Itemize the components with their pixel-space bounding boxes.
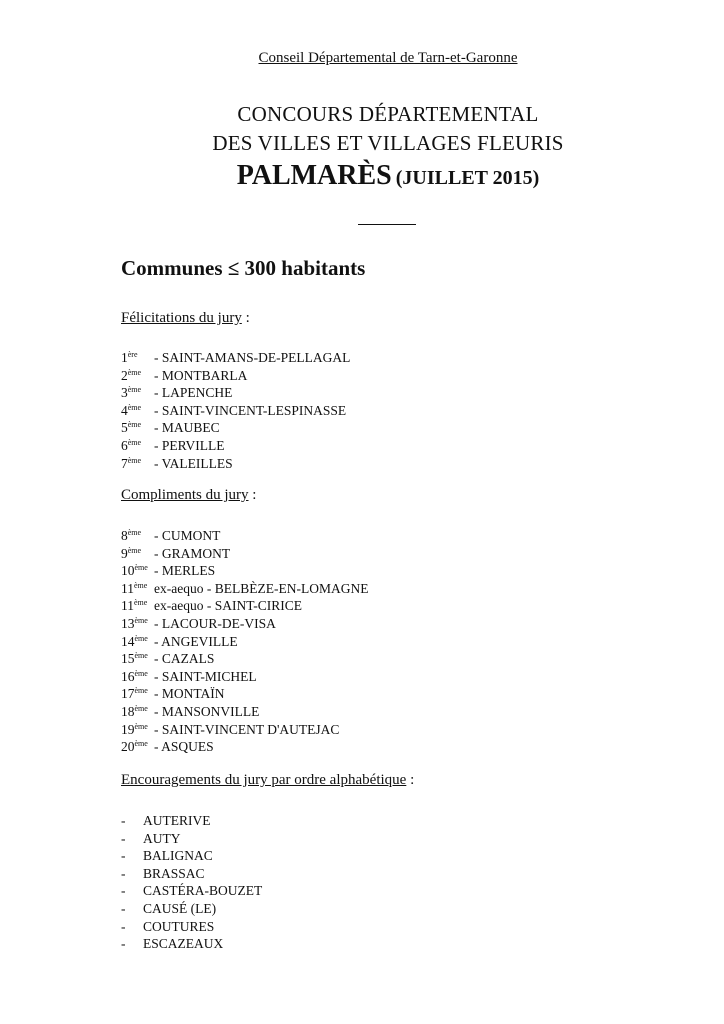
encouragements-label — [121, 772, 414, 789]
rank — [121, 452, 154, 473]
commune-name: - LACOUR-DE-VISA — [154, 615, 276, 631]
list-item — [121, 647, 368, 665]
rank-number: 17 — [121, 686, 135, 702]
compliments-label-suffix: : — [248, 487, 257, 503]
commune-name: ESCAZEAUX — [143, 936, 224, 952]
list-item — [121, 346, 350, 364]
rank-number: 19 — [121, 721, 135, 737]
list-item — [121, 847, 262, 865]
rank-suffix: ème — [127, 455, 142, 465]
rank-number: 13 — [121, 615, 135, 631]
palmares-main: PALMARÈS — [236, 160, 392, 191]
commune-name: - MAUBEC — [154, 420, 220, 436]
felicitations-list — [121, 346, 350, 469]
rank-number: 6 — [121, 437, 128, 453]
commune-name: - SAINT-VINCENT D'AUTEJAC — [154, 721, 340, 737]
list-item — [121, 812, 262, 830]
commune-name: ex-aequo - SAINT-CIRICE — [154, 598, 302, 614]
commune-name: BRASSAC — [143, 865, 205, 881]
list-item — [121, 865, 262, 883]
bullet-dash: - — [121, 830, 126, 846]
list-item — [121, 577, 368, 595]
rank-suffix: ème — [134, 633, 148, 643]
list-item — [121, 900, 262, 918]
commune-name: AUTERIVE — [143, 813, 211, 828]
commune-name: CAUSÉ (LE) — [143, 900, 217, 916]
rank-number: 1 — [121, 350, 128, 365]
rank-number: 14 — [121, 633, 135, 649]
felicitations-label-suffix: : — [241, 310, 250, 326]
rank-number: 3 — [121, 385, 128, 401]
encouragements-label-text: Encouragements du jury par ordre alphabétique — [121, 772, 407, 788]
commune-name: - SAINT-AMANS-DE-PELLAGAL — [154, 350, 351, 365]
list-item — [121, 882, 262, 900]
encouragements-label-suffix: : — [406, 772, 415, 788]
list-item — [121, 542, 368, 560]
rank-suffix: ème — [127, 420, 142, 430]
commune-name: - ASQUES — [154, 739, 214, 755]
encouragements-list — [121, 812, 262, 953]
rank-suffix: ème — [134, 598, 148, 608]
list-item — [121, 718, 368, 736]
commune-name: ex-aequo - BELBÈZE-EN-LOMAGNE — [154, 580, 369, 596]
rank-suffix: ème — [134, 703, 148, 713]
rank-number: 16 — [121, 668, 135, 684]
rank-suffix: ème — [134, 580, 148, 590]
section-heading: Communes ≤ 300 habitants — [121, 256, 366, 280]
rank-number: 11 — [121, 598, 134, 614]
bullet-dash: - — [121, 883, 126, 899]
list-item — [121, 594, 368, 612]
bullet-dash: - — [121, 865, 126, 881]
commune-name: - LAPENCHE — [154, 385, 233, 401]
felicitations-label — [121, 310, 250, 327]
list-item — [121, 918, 262, 936]
list-item — [121, 559, 368, 577]
commune-name: - PERVILLE — [154, 437, 225, 453]
list-item — [121, 399, 350, 417]
list-item — [121, 524, 368, 542]
organization-name: Conseil Départemental de Tarn-et-Garonne — [258, 50, 518, 66]
commune-name: - SAINT-VINCENT-LESPINASSE — [154, 402, 347, 418]
rank-suffix: ème — [127, 545, 142, 555]
rank-suffix: ère — [127, 350, 138, 359]
palmares-date: (JUILLET 2015) — [395, 167, 540, 189]
rank-suffix: ème — [134, 686, 148, 696]
list-item — [121, 630, 368, 648]
rank-suffix: ème — [134, 721, 148, 731]
bullet-dash: - — [121, 936, 126, 952]
commune-name: - ANGEVILLE — [154, 633, 238, 649]
list-item — [121, 665, 368, 683]
list-item — [121, 935, 262, 953]
commune-name: - CAZALS — [154, 651, 215, 667]
bullet-dash: - — [121, 918, 126, 934]
bullet-dash: - — [121, 813, 126, 828]
list-item — [121, 700, 368, 718]
commune-name: - VALEILLES — [154, 455, 233, 471]
list-item — [121, 381, 350, 399]
compliments-label — [121, 487, 256, 504]
rank-suffix: ème — [134, 668, 148, 678]
list-item — [121, 830, 262, 848]
rank-suffix: ème — [127, 528, 142, 537]
commune-name: - MONTAÏN — [154, 686, 225, 702]
rank — [121, 735, 154, 756]
rank-number: 2 — [121, 367, 128, 383]
commune-name: COUTURES — [143, 918, 215, 934]
rank-number: 8 — [121, 528, 128, 543]
list-item — [121, 682, 368, 700]
commune-name: BALIGNAC — [143, 848, 213, 864]
rank-number: 18 — [121, 703, 135, 719]
commune-name: - SAINT-MICHEL — [154, 668, 257, 684]
rank-number: 4 — [121, 402, 128, 418]
bullet-dash: - — [121, 900, 126, 916]
list-item — [121, 452, 350, 470]
title-line-1: CONCOURS DÉPARTEMENTAL — [237, 102, 539, 126]
felicitations-label-text: Félicitations du jury — [121, 310, 242, 326]
title-line-2: DES VILLES ET VILLAGES FLEURIS — [212, 131, 564, 155]
rank-number: 9 — [121, 545, 128, 561]
commune-name: - MANSONVILLE — [154, 703, 260, 719]
list-item — [121, 434, 350, 452]
palmares-title — [0, 160, 724, 192]
rank-suffix: ème — [127, 437, 142, 447]
commune-name: - GRAMONT — [154, 545, 231, 561]
commune-name: CASTÉRA-BOUZET — [143, 883, 263, 899]
rank-number: 7 — [121, 455, 128, 471]
rank-number: 5 — [121, 420, 128, 436]
list-item — [121, 364, 350, 382]
rank-number: 10 — [121, 563, 135, 579]
commune-name: AUTY — [143, 830, 181, 846]
title-separator — [358, 224, 416, 225]
rank-number: 11 — [121, 580, 134, 596]
commune-name: - MERLES — [154, 563, 216, 579]
bullet-dash: - — [121, 848, 126, 864]
commune-name: - MONTBARLA — [154, 367, 248, 383]
rank-suffix: ème — [134, 563, 148, 573]
rank-number: 15 — [121, 651, 135, 667]
rank-number: 20 — [121, 739, 135, 755]
rank-suffix: ème — [134, 651, 148, 661]
list-item — [121, 735, 368, 753]
rank-suffix: ème — [127, 367, 142, 377]
rank-suffix: ème — [134, 739, 148, 749]
rank-suffix: ème — [134, 615, 148, 625]
rank-suffix: ème — [127, 385, 142, 395]
rank-suffix: ème — [127, 402, 142, 412]
commune-name: - CUMONT — [154, 528, 221, 543]
compliments-list — [121, 524, 368, 753]
list-item — [121, 612, 368, 630]
list-item — [121, 416, 350, 434]
compliments-label-text: Compliments du jury — [121, 487, 249, 503]
